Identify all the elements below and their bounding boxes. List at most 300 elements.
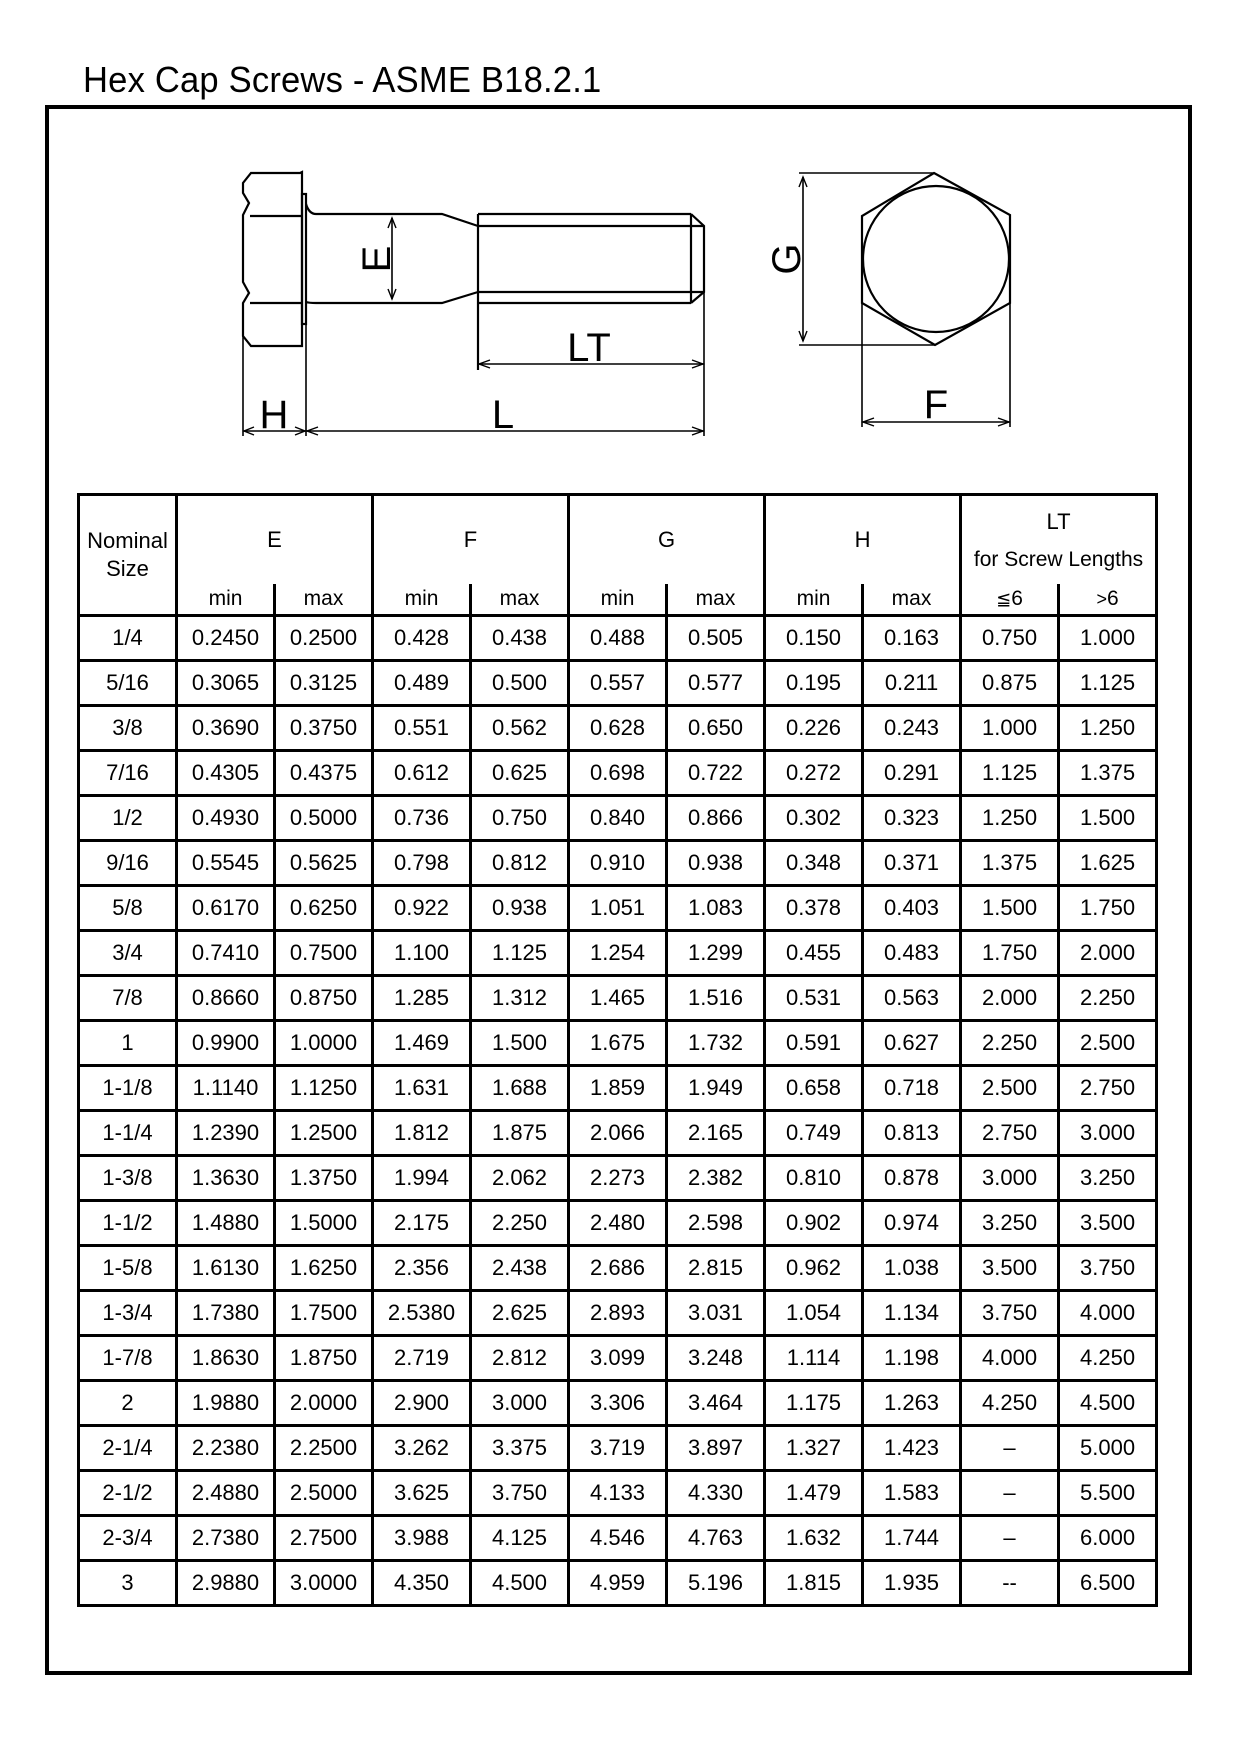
hex-cap-screw-spec-table xyxy=(77,493,1158,1607)
cell-nominal-size: 2-1/2 xyxy=(79,1471,177,1516)
cell-G-max: 3.464 xyxy=(667,1381,765,1426)
header-F-max: max xyxy=(471,584,569,616)
cell-H-min: 0.902 xyxy=(765,1201,863,1246)
cell-H-min: 1.815 xyxy=(765,1561,863,1606)
cell-E-max: 0.2500 xyxy=(275,616,373,661)
cell-H-min: 1.632 xyxy=(765,1516,863,1561)
header-E-min: min xyxy=(177,584,275,616)
cell-F-max: 3.375 xyxy=(471,1426,569,1471)
cell-LT-gt6: 1.125 xyxy=(1059,661,1157,706)
table-row xyxy=(79,1021,1157,1066)
cell-H-max: 1.198 xyxy=(863,1336,961,1381)
cell-F-max: 0.812 xyxy=(471,841,569,886)
cell-LT-le6: – xyxy=(961,1516,1059,1561)
cell-F-min: 2.175 xyxy=(373,1201,471,1246)
cell-H-max: 0.291 xyxy=(863,751,961,796)
cell-G-min: 0.840 xyxy=(569,796,667,841)
cell-LT-gt6: 2.750 xyxy=(1059,1066,1157,1111)
cell-E-max: 2.7500 xyxy=(275,1516,373,1561)
table-row xyxy=(79,661,1157,706)
cell-nominal-size: 1-3/8 xyxy=(79,1156,177,1201)
cell-G-max: 4.330 xyxy=(667,1471,765,1516)
label-H: H xyxy=(259,393,289,437)
table-row xyxy=(79,1111,1157,1156)
cell-F-min: 1.994 xyxy=(373,1156,471,1201)
cell-LT-le6: -- xyxy=(961,1561,1059,1606)
cell-LT-le6: 2.750 xyxy=(961,1111,1059,1156)
cell-H-min: 0.150 xyxy=(765,616,863,661)
cell-F-min: 3.262 xyxy=(373,1426,471,1471)
header-G: G xyxy=(569,495,765,585)
cell-F-max: 2.250 xyxy=(471,1201,569,1246)
cell-H-min: 1.114 xyxy=(765,1336,863,1381)
cell-G-max: 2.815 xyxy=(667,1246,765,1291)
cell-H-min: 0.591 xyxy=(765,1021,863,1066)
cell-nominal-size: 2 xyxy=(79,1381,177,1426)
header-LT-le6 xyxy=(961,584,1059,616)
header-nominal-size xyxy=(79,495,177,616)
cell-G-min: 2.893 xyxy=(569,1291,667,1336)
cell-F-min: 1.812 xyxy=(373,1111,471,1156)
cell-G-min: 2.273 xyxy=(569,1156,667,1201)
cell-H-min: 1.479 xyxy=(765,1471,863,1516)
header-G-min: min xyxy=(569,584,667,616)
cell-LT-le6: 1.750 xyxy=(961,931,1059,976)
header-LT-gt6-value: 6 xyxy=(1106,587,1119,610)
cell-E-max: 1.0000 xyxy=(275,1021,373,1066)
table-row xyxy=(79,1246,1157,1291)
cell-E-min: 2.2380 xyxy=(177,1426,275,1471)
cell-H-min: 0.658 xyxy=(765,1066,863,1111)
cell-G-min: 1.254 xyxy=(569,931,667,976)
cell-F-max: 1.312 xyxy=(471,976,569,1021)
cell-H-min: 1.327 xyxy=(765,1426,863,1471)
cell-nominal-size: 9/16 xyxy=(79,841,177,886)
cell-LT-le6: 3.500 xyxy=(961,1246,1059,1291)
table-row xyxy=(79,1426,1157,1471)
cell-LT-le6: 1.500 xyxy=(961,886,1059,931)
table-row xyxy=(79,751,1157,796)
cell-LT-le6: 2.000 xyxy=(961,976,1059,1021)
cell-F-min: 0.428 xyxy=(373,616,471,661)
cell-LT-gt6: 4.000 xyxy=(1059,1291,1157,1336)
cell-LT-gt6: 3.250 xyxy=(1059,1156,1157,1201)
cell-H-min: 0.348 xyxy=(765,841,863,886)
cell-G-max: 1.083 xyxy=(667,886,765,931)
header-H-max: max xyxy=(863,584,961,616)
header-row-subcolumns xyxy=(79,584,1157,616)
cell-G-max: 1.949 xyxy=(667,1066,765,1111)
cell-LT-gt6: 3.500 xyxy=(1059,1201,1157,1246)
cell-LT-le6: 2.500 xyxy=(961,1066,1059,1111)
cell-G-max: 0.650 xyxy=(667,706,765,751)
cell-E-max: 0.8750 xyxy=(275,976,373,1021)
header-row-groups xyxy=(79,495,1157,585)
cell-nominal-size: 1-1/4 xyxy=(79,1111,177,1156)
cell-G-min: 0.488 xyxy=(569,616,667,661)
cell-nominal-size: 1-1/8 xyxy=(79,1066,177,1111)
cell-G-min: 1.465 xyxy=(569,976,667,1021)
cell-LT-le6: – xyxy=(961,1426,1059,1471)
cell-F-max: 0.562 xyxy=(471,706,569,751)
cell-H-max: 0.243 xyxy=(863,706,961,751)
cell-nominal-size: 1-7/8 xyxy=(79,1336,177,1381)
header-LT-subtitle: for Screw Lengths xyxy=(973,548,1144,571)
cell-LT-gt6: 3.000 xyxy=(1059,1111,1157,1156)
cell-LT-le6: 3.250 xyxy=(961,1201,1059,1246)
cell-G-min: 0.628 xyxy=(569,706,667,751)
cell-LT-gt6: 1.250 xyxy=(1059,706,1157,751)
cell-E-max: 1.2500 xyxy=(275,1111,373,1156)
cell-F-max: 3.750 xyxy=(471,1471,569,1516)
table-row xyxy=(79,1156,1157,1201)
cell-F-min: 0.551 xyxy=(373,706,471,751)
table-row xyxy=(79,1291,1157,1336)
cell-F-min: 0.612 xyxy=(373,751,471,796)
cell-E-min: 1.7380 xyxy=(177,1291,275,1336)
cell-F-max: 0.500 xyxy=(471,661,569,706)
cell-H-max: 0.813 xyxy=(863,1111,961,1156)
side-view xyxy=(243,172,704,436)
cell-E-max: 1.5000 xyxy=(275,1201,373,1246)
cell-F-min: 2.719 xyxy=(373,1336,471,1381)
cell-E-max: 2.2500 xyxy=(275,1426,373,1471)
cell-nominal-size: 1/4 xyxy=(79,616,177,661)
cell-LT-le6: 0.875 xyxy=(961,661,1059,706)
cell-LT-gt6: 2.500 xyxy=(1059,1021,1157,1066)
cell-H-max: 0.163 xyxy=(863,616,961,661)
cell-LT-le6: 1.375 xyxy=(961,841,1059,886)
label-F: F xyxy=(923,383,949,427)
cell-LT-le6: 1.250 xyxy=(961,796,1059,841)
cell-E-min: 0.3690 xyxy=(177,706,275,751)
header-H-min: min xyxy=(765,584,863,616)
cell-E-max: 2.0000 xyxy=(275,1381,373,1426)
cell-G-max: 2.165 xyxy=(667,1111,765,1156)
cell-G-min: 1.675 xyxy=(569,1021,667,1066)
cell-nominal-size: 3/8 xyxy=(79,706,177,751)
cell-nominal-size: 7/8 xyxy=(79,976,177,1021)
cell-E-min: 2.7380 xyxy=(177,1516,275,1561)
cell-LT-gt6: 2.000 xyxy=(1059,931,1157,976)
cell-nominal-size: 5/16 xyxy=(79,661,177,706)
table-row xyxy=(79,1381,1157,1426)
cell-F-max: 4.125 xyxy=(471,1516,569,1561)
cell-F-min: 0.922 xyxy=(373,886,471,931)
cell-H-max: 0.323 xyxy=(863,796,961,841)
cell-H-max: 1.935 xyxy=(863,1561,961,1606)
cell-LT-gt6: 4.500 xyxy=(1059,1381,1157,1426)
table-row xyxy=(79,1336,1157,1381)
cell-G-max: 0.577 xyxy=(667,661,765,706)
cell-F-min: 1.100 xyxy=(373,931,471,976)
header-E: E xyxy=(177,495,373,585)
document-title: Hex Cap Screws - ASME B18.2.1 xyxy=(83,59,602,100)
cell-E-max: 0.5625 xyxy=(275,841,373,886)
cell-F-max: 1.125 xyxy=(471,931,569,976)
cell-H-max: 0.371 xyxy=(863,841,961,886)
cell-H-max: 1.423 xyxy=(863,1426,961,1471)
cell-G-min: 0.557 xyxy=(569,661,667,706)
cell-E-min: 0.5545 xyxy=(177,841,275,886)
cell-H-max: 1.744 xyxy=(863,1516,961,1561)
cell-H-min: 1.054 xyxy=(765,1291,863,1336)
table-row xyxy=(79,1066,1157,1111)
cell-E-min: 1.2390 xyxy=(177,1111,275,1156)
cell-H-max: 0.211 xyxy=(863,661,961,706)
cell-nominal-size: 1-1/2 xyxy=(79,1201,177,1246)
cell-E-min: 1.6130 xyxy=(177,1246,275,1291)
header-F: F xyxy=(373,495,569,585)
cell-H-max: 0.974 xyxy=(863,1201,961,1246)
cell-F-min: 3.988 xyxy=(373,1516,471,1561)
cell-H-max: 0.627 xyxy=(863,1021,961,1066)
cell-H-min: 0.962 xyxy=(765,1246,863,1291)
cell-E-min: 0.7410 xyxy=(177,931,275,976)
cell-E-max: 0.7500 xyxy=(275,931,373,976)
table-row xyxy=(79,1561,1157,1606)
cell-nominal-size: 3 xyxy=(79,1561,177,1606)
less-equal-symbol: ≦ xyxy=(996,589,1012,609)
cell-G-min: 0.698 xyxy=(569,751,667,796)
cell-H-min: 0.226 xyxy=(765,706,863,751)
cell-F-max: 0.938 xyxy=(471,886,569,931)
header-F-min: min xyxy=(373,584,471,616)
cell-LT-le6: 0.750 xyxy=(961,616,1059,661)
cell-E-max: 1.7500 xyxy=(275,1291,373,1336)
cell-nominal-size: 2-3/4 xyxy=(79,1516,177,1561)
label-LT: LT xyxy=(567,326,611,370)
cell-E-min: 2.4880 xyxy=(177,1471,275,1516)
table-row xyxy=(79,706,1157,751)
header-H: H xyxy=(765,495,961,585)
cell-G-min: 3.099 xyxy=(569,1336,667,1381)
cell-E-min: 0.3065 xyxy=(177,661,275,706)
header-G-max: max xyxy=(667,584,765,616)
hex-cap-screw-drawing xyxy=(0,0,1241,480)
cell-LT-le6: 3.000 xyxy=(961,1156,1059,1201)
cell-LT-gt6: 6.000 xyxy=(1059,1516,1157,1561)
cell-F-max: 0.750 xyxy=(471,796,569,841)
cell-G-max: 0.938 xyxy=(667,841,765,886)
cell-G-max: 1.732 xyxy=(667,1021,765,1066)
cell-E-min: 0.9900 xyxy=(177,1021,275,1066)
cell-E-min: 0.6170 xyxy=(177,886,275,931)
cell-LT-gt6: 2.250 xyxy=(1059,976,1157,1021)
cell-G-max: 2.382 xyxy=(667,1156,765,1201)
cell-G-max: 4.763 xyxy=(667,1516,765,1561)
cell-F-min: 2.5380 xyxy=(373,1291,471,1336)
cell-LT-gt6: 3.750 xyxy=(1059,1246,1157,1291)
cell-F-min: 3.625 xyxy=(373,1471,471,1516)
cell-H-max: 1.583 xyxy=(863,1471,961,1516)
cell-F-max: 2.062 xyxy=(471,1156,569,1201)
cell-nominal-size: 1/2 xyxy=(79,796,177,841)
cell-F-min: 2.900 xyxy=(373,1381,471,1426)
cell-nominal-size: 1-5/8 xyxy=(79,1246,177,1291)
cell-F-min: 0.736 xyxy=(373,796,471,841)
table-row xyxy=(79,931,1157,976)
cell-H-min: 0.531 xyxy=(765,976,863,1021)
cell-H-max: 1.038 xyxy=(863,1246,961,1291)
cell-F-max: 2.812 xyxy=(471,1336,569,1381)
cell-F-min: 2.356 xyxy=(373,1246,471,1291)
cell-E-max: 3.0000 xyxy=(275,1561,373,1606)
table-row xyxy=(79,886,1157,931)
cell-F-min: 4.350 xyxy=(373,1561,471,1606)
table-row xyxy=(79,616,1157,661)
cell-LT-gt6: 5.500 xyxy=(1059,1471,1157,1516)
cell-G-min: 4.133 xyxy=(569,1471,667,1516)
label-L: L xyxy=(491,393,515,437)
cell-LT-le6: 3.750 xyxy=(961,1291,1059,1336)
cell-G-max: 0.866 xyxy=(667,796,765,841)
cell-nominal-size: 2-1/4 xyxy=(79,1426,177,1471)
cell-H-min: 0.455 xyxy=(765,931,863,976)
cell-H-min: 0.810 xyxy=(765,1156,863,1201)
cell-F-min: 0.489 xyxy=(373,661,471,706)
cell-H-max: 0.563 xyxy=(863,976,961,1021)
cell-G-min: 3.306 xyxy=(569,1381,667,1426)
cell-LT-gt6: 1.500 xyxy=(1059,796,1157,841)
cell-G-min: 4.546 xyxy=(569,1516,667,1561)
cell-F-max: 1.688 xyxy=(471,1066,569,1111)
header-nominal-line1: Nominal xyxy=(87,528,168,553)
table-row xyxy=(79,841,1157,886)
cell-F-max: 0.625 xyxy=(471,751,569,796)
greater-than-symbol: > xyxy=(1096,589,1107,609)
cell-LT-le6: 2.250 xyxy=(961,1021,1059,1066)
table-row xyxy=(79,796,1157,841)
cell-nominal-size: 3/4 xyxy=(79,931,177,976)
cell-LT-le6: 4.000 xyxy=(961,1336,1059,1381)
cell-E-max: 0.5000 xyxy=(275,796,373,841)
header-E-max: max xyxy=(275,584,373,616)
cell-G-min: 2.686 xyxy=(569,1246,667,1291)
cell-G-max: 0.722 xyxy=(667,751,765,796)
cell-E-min: 1.8630 xyxy=(177,1336,275,1381)
cell-E-min: 0.8660 xyxy=(177,976,275,1021)
cell-H-min: 0.195 xyxy=(765,661,863,706)
cell-E-max: 0.4375 xyxy=(275,751,373,796)
cell-F-min: 1.631 xyxy=(373,1066,471,1111)
cell-E-min: 0.4930 xyxy=(177,796,275,841)
cell-H-max: 1.263 xyxy=(863,1381,961,1426)
cell-G-min: 2.066 xyxy=(569,1111,667,1156)
cell-LT-gt6: 4.250 xyxy=(1059,1336,1157,1381)
cell-F-min: 1.469 xyxy=(373,1021,471,1066)
cell-G-min: 4.959 xyxy=(569,1561,667,1606)
cell-H-min: 0.749 xyxy=(765,1111,863,1156)
cell-G-max: 0.505 xyxy=(667,616,765,661)
cell-LT-le6: 1.000 xyxy=(961,706,1059,751)
header-LT-symbol: LT xyxy=(1046,509,1071,534)
cell-E-max: 1.6250 xyxy=(275,1246,373,1291)
table-row xyxy=(79,976,1157,1021)
cell-F-max: 1.500 xyxy=(471,1021,569,1066)
cell-LT-gt6: 1.375 xyxy=(1059,751,1157,796)
cell-LT-gt6: 1.000 xyxy=(1059,616,1157,661)
cell-LT-le6: 1.125 xyxy=(961,751,1059,796)
cell-G-max: 3.897 xyxy=(667,1426,765,1471)
label-G: G xyxy=(765,243,809,275)
label-E: E xyxy=(355,245,399,273)
cell-E-min: 2.9880 xyxy=(177,1561,275,1606)
table-row xyxy=(79,1516,1157,1561)
cell-G-min: 3.719 xyxy=(569,1426,667,1471)
cell-H-max: 0.403 xyxy=(863,886,961,931)
cell-E-max: 0.6250 xyxy=(275,886,373,931)
header-LT-gt6 xyxy=(1059,584,1157,616)
cell-E-min: 1.3630 xyxy=(177,1156,275,1201)
cell-H-min: 0.302 xyxy=(765,796,863,841)
header-LT-le6-value: 6 xyxy=(1011,587,1023,610)
cell-E-max: 1.8750 xyxy=(275,1336,373,1381)
cell-E-min: 1.9880 xyxy=(177,1381,275,1426)
cell-E-max: 0.3750 xyxy=(275,706,373,751)
header-LT xyxy=(961,495,1157,585)
cell-E-min: 1.4880 xyxy=(177,1201,275,1246)
cell-E-min: 0.2450 xyxy=(177,616,275,661)
cell-nominal-size: 1-3/4 xyxy=(79,1291,177,1336)
cell-nominal-size: 7/16 xyxy=(79,751,177,796)
cell-F-max: 2.625 xyxy=(471,1291,569,1336)
cell-nominal-size: 5/8 xyxy=(79,886,177,931)
cell-G-min: 0.910 xyxy=(569,841,667,886)
cell-F-max: 4.500 xyxy=(471,1561,569,1606)
cell-H-min: 0.378 xyxy=(765,886,863,931)
table-row xyxy=(79,1471,1157,1516)
table-body xyxy=(79,616,1157,1606)
cell-F-min: 0.798 xyxy=(373,841,471,886)
cell-LT-gt6: 1.625 xyxy=(1059,841,1157,886)
cell-nominal-size: 1 xyxy=(79,1021,177,1066)
cell-G-max: 1.299 xyxy=(667,931,765,976)
cell-F-max: 0.438 xyxy=(471,616,569,661)
cell-E-max: 0.3125 xyxy=(275,661,373,706)
cell-F-max: 3.000 xyxy=(471,1381,569,1426)
cell-LT-gt6: 5.000 xyxy=(1059,1426,1157,1471)
cell-H-min: 0.272 xyxy=(765,751,863,796)
cell-G-max: 5.196 xyxy=(667,1561,765,1606)
end-view xyxy=(799,173,1010,427)
cell-G-min: 1.051 xyxy=(569,886,667,931)
cell-E-max: 1.3750 xyxy=(275,1156,373,1201)
cell-H-min: 1.175 xyxy=(765,1381,863,1426)
cell-H-max: 1.134 xyxy=(863,1291,961,1336)
cell-G-min: 2.480 xyxy=(569,1201,667,1246)
cell-LT-le6: – xyxy=(961,1471,1059,1516)
cell-LT-gt6: 1.750 xyxy=(1059,886,1157,931)
cell-F-max: 1.875 xyxy=(471,1111,569,1156)
cell-E-max: 1.1250 xyxy=(275,1066,373,1111)
cell-E-min: 0.4305 xyxy=(177,751,275,796)
cell-G-max: 3.031 xyxy=(667,1291,765,1336)
cell-LT-le6: 4.250 xyxy=(961,1381,1059,1426)
cell-G-max: 2.598 xyxy=(667,1201,765,1246)
cell-F-max: 2.438 xyxy=(471,1246,569,1291)
table-row xyxy=(79,1201,1157,1246)
cell-G-min: 1.859 xyxy=(569,1066,667,1111)
cell-H-max: 0.878 xyxy=(863,1156,961,1201)
cell-G-max: 3.248 xyxy=(667,1336,765,1381)
cell-G-max: 1.516 xyxy=(667,976,765,1021)
cell-F-min: 1.285 xyxy=(373,976,471,1021)
cell-H-max: 0.483 xyxy=(863,931,961,976)
header-nominal-line2: Size xyxy=(106,556,149,581)
cell-H-max: 0.718 xyxy=(863,1066,961,1111)
cell-E-max: 2.5000 xyxy=(275,1471,373,1516)
